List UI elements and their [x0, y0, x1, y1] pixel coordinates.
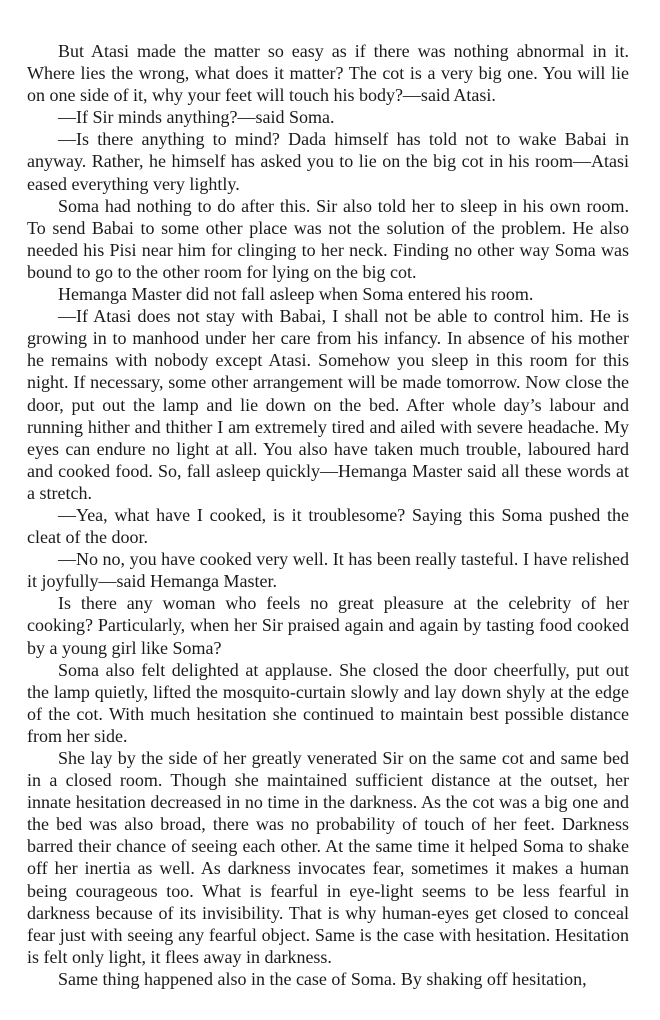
paragraph-4: Soma had nothing to do after this. Sir also told her to sleep in his own room. To send Babai to some other place was not the solution of the problem. He also needed his Pisi near him for clinging to her neck. Finding no other way Soma was bound to go to the other room for lying on the big cot. [27, 195, 629, 282]
paragraph-8: —No no, you have cooked very well. It has been really tasteful. I have relished it joyfully—said Hemanga Master. [27, 549, 629, 592]
paragraph-12: Same thing happened also in the case of Soma. By shaking off hesitation, [58, 968, 587, 989]
paragraph-2: —If Sir minds anything?—said Soma. [58, 107, 335, 128]
document-page [27, 40, 629, 990]
paragraph-3: —Is there anything to mind? Dada himself has told not to wake Babai in anyway. Rather, he himself has asked you to lie on the big cot in his room—Atasi eased everything very lightly. [27, 129, 629, 194]
paragraph-1: But Atasi made the matter so easy as if there was nothing abnormal in it. Where lies the wrong, what does it matter? The cot is a very big one. You will lie on one side of it, why your feet will touch his body?—said Atasi. [27, 41, 629, 106]
paragraph-10: Soma also felt delighted at applause. She closed the door cheerfully, put out the lamp quietly, lifted the mosquito-curtain slowly and lay down shyly at the edge of the cot. With much hesitation she continued to maintain best possible distance from her side. [27, 659, 629, 746]
paragraph-7: —Yea, what have I cooked, is it troublesome? Saying this Soma pushed the cleat of the door. [27, 504, 629, 548]
paragraph-9: Is there any woman who feels no great pleasure at the celebrity of her cooking? Particularly, when her Sir praised again and again by tasting food cooked by a young girl like Soma? [27, 593, 629, 658]
paragraph-11: She lay by the side of her greatly venerated Sir on the same cot and same bed in a closed room. Though she maintained sufficient distance at the outset, her innate hesitation decreased in no time in the darkness. As the cot was a big one and the bed was also broad, there was no probability of touch of her feet. Darkness barred their chance of seeing each other. At the same time it helped Soma to shake off her inertia as well. As darkness invocates fear, sometimes it makes a human being courageous too. What is fearful in eye-light seems to be less fearful in darkness because of its invisibility. That is why human-eyes get closed to conceal fear just with seeing any fearful object. Same is the case with hesitation. Hesitation is felt only light, it flees away in darkness. [27, 748, 629, 967]
paragraph-6: —If Atasi does not stay with Babai, I shall not be able to control him. He is growing in to manhood under her care from his infancy. In absence of his mother he remains with nobody except Atasi. Somehow you sleep in this room for this night. If necessary, some other arrangement will be made tomorrow. Now close the door, put out the lamp and lie down on the bed. After whole day’s labour and running hither and thither I am extremely tired and ailed with severe headache. My eyes can endure no light at all. You also have taken much trouble, laboured hard and cooked food. So, fall asleep quickly—Hemanga Master said all these words at a stretch. [27, 306, 629, 503]
paragraph-5: Hemanga Master did not fall asleep when Soma entered his room. [58, 284, 534, 305]
